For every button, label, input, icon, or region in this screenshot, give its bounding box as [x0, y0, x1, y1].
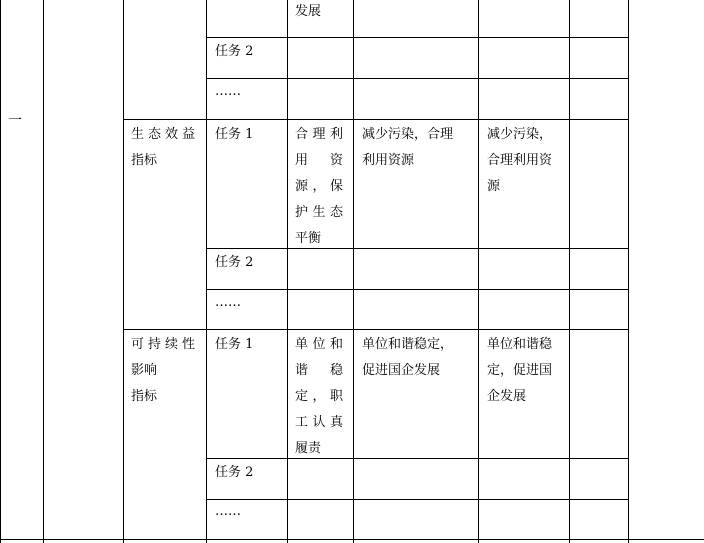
indicator-label: 可 持 续 性 — [131, 337, 195, 352]
grid-line — [628, 0, 629, 543]
measure-text: 平衡 — [295, 231, 322, 246]
grid-line — [569, 0, 570, 543]
grid-line — [123, 329, 629, 330]
goal-text: 利用资源 — [362, 153, 415, 168]
measure-text: 工 认 真 — [295, 415, 343, 430]
task-label: 任务 2 — [215, 255, 254, 270]
grid-line — [0, 539, 704, 540]
grid-line — [0, 0, 1, 543]
grid-line — [206, 458, 629, 459]
measure-text: 源 ， 保 — [295, 179, 343, 194]
result-text: 企发展 — [487, 389, 527, 404]
measure-text: 护 生 态 — [295, 205, 343, 220]
measure-text: 合 理 利 — [295, 127, 343, 142]
goal-text: 促进国企发展 — [362, 363, 441, 378]
grid-line — [206, 78, 629, 79]
measure-text: 履责 — [295, 441, 322, 456]
task-label: 任务 1 — [215, 127, 254, 142]
result-text: 定，促进国 — [487, 363, 553, 378]
grid-line — [478, 0, 479, 543]
measure-text: 定 ， 职 — [295, 389, 343, 404]
grid-line — [287, 0, 288, 543]
section-number: 一 — [8, 113, 22, 129]
result-text: 合理利用资 — [487, 153, 553, 168]
grid-line — [206, 289, 629, 290]
indicator-label: 指标 — [131, 389, 158, 404]
result-text: 减少污染， — [487, 127, 553, 142]
goal-text: 单位和谐稳定， — [362, 337, 454, 352]
grid-line — [206, 499, 629, 500]
grid-line — [206, 0, 207, 543]
grid-line — [43, 0, 44, 543]
task-label: …… — [215, 295, 241, 310]
task-label: 任务 2 — [215, 44, 254, 59]
result-text: 源 — [487, 179, 501, 194]
result-text: 单位和谐稳 — [487, 337, 553, 352]
task-label: …… — [215, 84, 241, 99]
grid-line — [206, 248, 629, 249]
grid-line — [123, 119, 629, 120]
measure-text: 单 位 和 — [295, 337, 343, 352]
goal-text: 减少污染，合理 — [362, 127, 454, 142]
task-label: 任务 1 — [215, 337, 254, 352]
measure-text: 谐 稳 — [295, 363, 343, 378]
grid-line — [353, 0, 354, 543]
measure-text: 用 资 — [295, 153, 343, 168]
task-label: 任务 2 — [215, 465, 254, 480]
measure-text: 发展 — [295, 4, 322, 19]
grid-line — [123, 0, 124, 543]
indicator-label: 生 态 效 益 — [131, 127, 195, 142]
grid-line — [206, 37, 629, 38]
task-label: …… — [215, 504, 241, 519]
indicator-label: 指标 — [131, 153, 158, 168]
indicator-label: 影响 — [131, 363, 158, 378]
